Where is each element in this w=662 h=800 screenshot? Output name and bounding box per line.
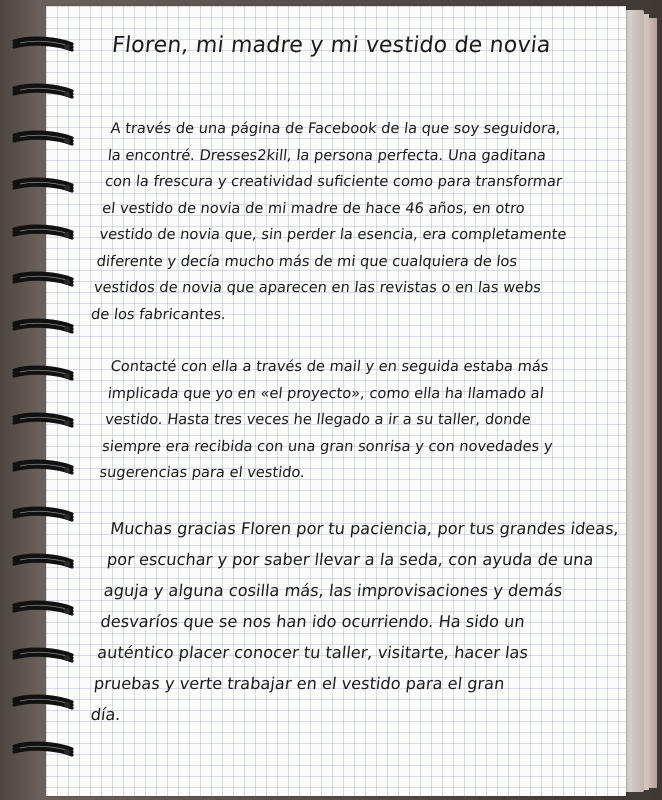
spiral-ring <box>12 600 74 622</box>
text-line: de los fabricantes. <box>90 305 227 323</box>
spiral-ring <box>12 36 74 58</box>
spiral-ring <box>12 318 74 340</box>
spiral-ring <box>12 553 74 575</box>
page-title: Floren, mi madre y mi vestido de novia <box>110 33 552 58</box>
spiral-ring <box>12 271 74 293</box>
spiral-binding-icon <box>0 0 80 800</box>
spiral-ring <box>12 83 74 105</box>
spiral-ring <box>12 694 74 716</box>
spiral-ring <box>12 412 74 434</box>
paragraph-2 <box>98 354 620 487</box>
text-line: Contacté con ella a través de mail y en seguida estaba más <box>109 358 550 375</box>
text-line: día. <box>89 704 122 724</box>
paragraph-3 <box>89 513 620 730</box>
text-line: desvaríos que se nos han ido ocurriendo. Ha sido un <box>99 611 526 631</box>
text-line: auténtico placer conocer tu taller, visitarte, hacer las <box>96 642 529 662</box>
text-line: A través de una página de Facebook de la que soy seguidora, <box>109 120 562 137</box>
text-line: la encontré. Dresses2kill, la persona perfecta. Una gaditana <box>107 146 547 164</box>
text-line: vestido. Hasta tres veces he llegado a ir a su taller, donde <box>104 411 532 428</box>
text-line: el vestido de novia de mi madre de hace 46 años, en otro <box>101 199 526 217</box>
text-line: siempre era recibida con una gran sonrisa y con novedades y <box>101 437 554 455</box>
text-line: por escuchar y por saber llevar a la seda, con ayuda de una <box>106 549 595 569</box>
text-line: sugerencias para el vestido. <box>98 464 306 481</box>
spiral-ring <box>12 224 74 246</box>
spiral-ring <box>12 741 74 763</box>
spiral-ring <box>12 647 74 669</box>
spiral-ring <box>12 365 74 387</box>
spiral-ring <box>12 506 74 528</box>
text-line: vestidos de novia que aparecen en las revistas o en las webs <box>93 279 542 296</box>
text-line: con la frescura y creatividad suficiente como para transformar <box>104 173 563 190</box>
spiral-ring <box>12 177 74 199</box>
spiral-ring <box>12 459 74 481</box>
text-line: aguja y alguna cosilla más, las improvisaciones y demás <box>102 580 564 600</box>
text-line: diferente y decía mucho más de mi que cualquiera de los <box>95 252 519 270</box>
text-line: implicada que yo en «el proyecto», como ella ha llamado al <box>107 384 545 402</box>
spiral-ring <box>12 130 74 152</box>
paragraph-1 <box>90 116 620 328</box>
handwritten-text <box>89 28 620 756</box>
text-line: Muchas gracias Floren por tu paciencia, por tus grandes ideas, <box>109 518 620 538</box>
text-line: vestido de novia que, sin perder la esencia, era completamente <box>98 226 568 243</box>
text-line: pruebas y verte trabajar en el vestido para el gran <box>93 673 506 693</box>
